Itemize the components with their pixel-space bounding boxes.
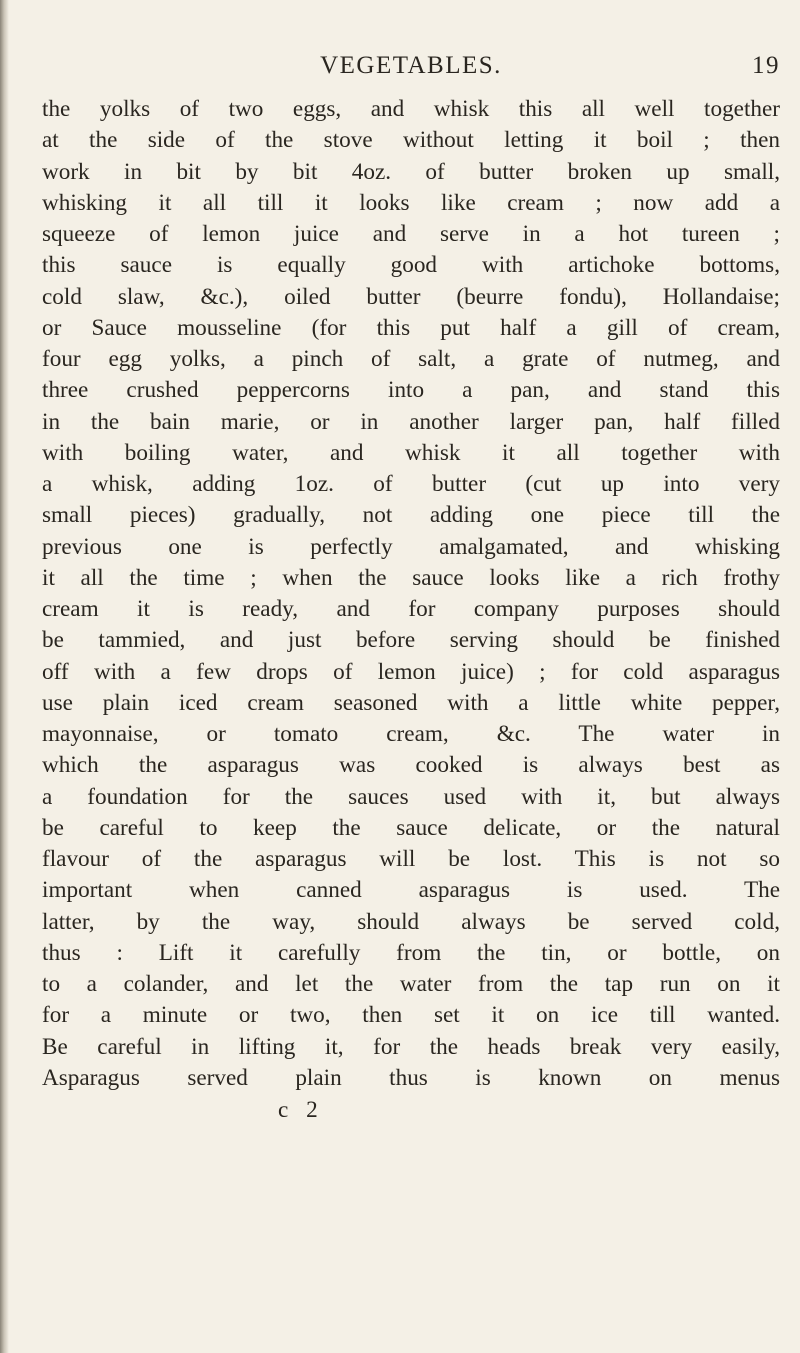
signature-mark: c 2 <box>278 1097 324 1123</box>
text-line: small pieces) gradually, not adding one piece till the <box>42 502 780 529</box>
text-line: important when canned asparagus is used. The <box>42 877 780 904</box>
text-line: this sauce is equally good with artichoke bottoms, <box>42 252 780 279</box>
text-line: be tammied, and just before serving should be finished <box>42 627 780 654</box>
text-line: with boiling water, and whisk it all together with <box>42 439 780 466</box>
text-line: three crushed peppercorns into a pan, and stand this <box>42 377 780 404</box>
text-line: in the bain marie, or in another larger pan, half filled <box>42 408 780 435</box>
text-line: use plain iced cream seasoned with a little white pepper, <box>42 689 780 716</box>
text-line: which the asparagus was cooked is always best as <box>42 752 780 779</box>
text-line: at the side of the stove without letting it boil ; then <box>42 127 780 154</box>
text-line: a foundation for the sauces used with it, but always <box>42 783 780 810</box>
text-line: for a minute or two, then set it on ice till wanted. <box>42 1002 780 1029</box>
text-line: previous one is perfectly amalgamated, and whisking <box>42 533 780 560</box>
text-line: mayonnaise, or tomato cream, &c. The water in <box>42 721 780 747</box>
text-line: cold slaw, &c.), oiled butter (beurre fondu), Hollandaise; <box>42 283 780 310</box>
text-line: be careful to keep the sauce delicate, or the natural <box>42 814 780 841</box>
page-binding-edge <box>0 0 9 1353</box>
page-number: 19 <box>752 52 780 79</box>
book-page <box>42 52 780 1126</box>
text-line: latter, by the way, should always be served cold, <box>42 908 780 935</box>
text-line: to a colander, and let the water from the tap run on it <box>42 971 780 997</box>
text-line: the yolks of two eggs, and whisk this all well together <box>42 96 780 122</box>
text-line: a whisk, adding 1oz. of butter (cut up into very <box>42 471 780 497</box>
running-title: VEGETABLES. <box>320 52 502 79</box>
text-line: it all the time ; when the sauce looks like a rich frothy <box>42 564 780 591</box>
text-line: off with a few drops of lemon juice) ; for cold asparagus <box>42 658 780 685</box>
text-line: whisking it all till it looks like cream ; now add a <box>42 189 780 216</box>
text-line: Asparagus served plain thus is known on menus <box>42 1064 780 1091</box>
text-line: Be careful in lifting it, for the heads break very easily, <box>42 1033 780 1060</box>
text-line: or Sauce mousseline (for this put half a gill of cream, <box>42 314 780 341</box>
text-line: work in bit by bit 4oz. of butter broken up small, <box>42 158 780 185</box>
text-line: thus : Lift it carefully from the tin, or bottle, on <box>42 939 780 966</box>
running-head <box>42 52 780 88</box>
text-line: squeeze of lemon juice and serve in a hot tureen ; <box>42 221 780 247</box>
text-line: flavour of the asparagus will be lost. This is not so <box>42 846 780 872</box>
text-line: cream it is ready, and for company purposes should <box>42 596 780 622</box>
text-line: four egg yolks, a pinch of salt, a grate of nutmeg, and <box>42 346 780 372</box>
body-text <box>42 94 780 1094</box>
